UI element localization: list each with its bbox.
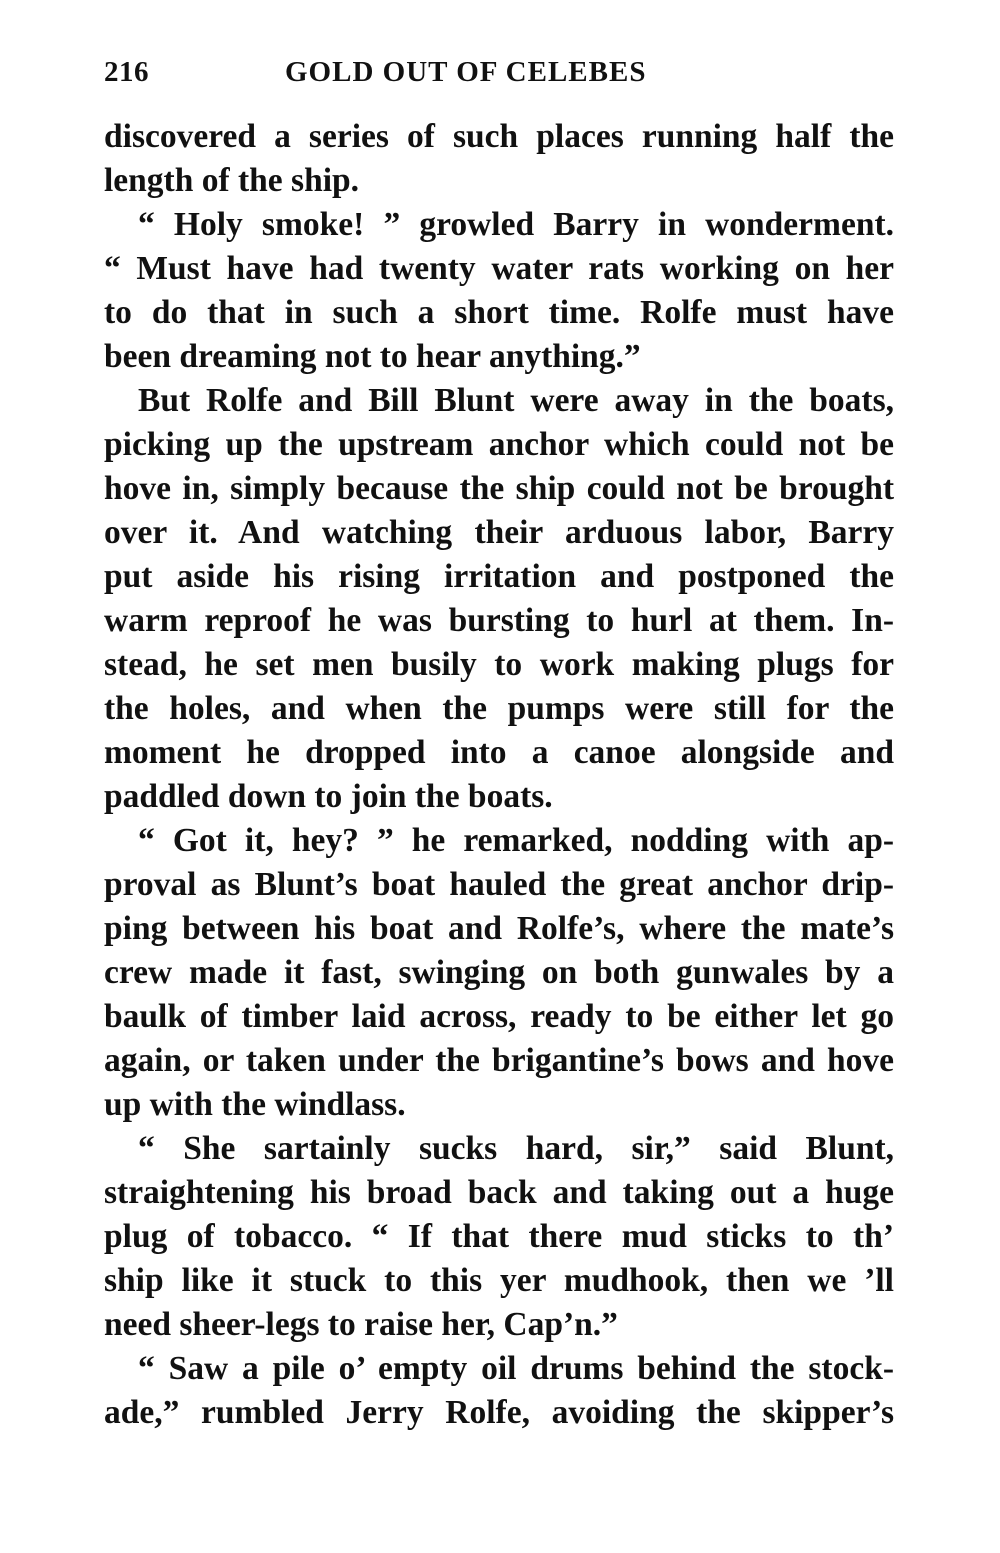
- text-line: the holes, and when the pumps were still for the: [104, 690, 894, 727]
- text-line: moment he dropped into a canoe alongside and: [104, 734, 894, 771]
- text-line: plug of tobacco. “ If that there mud sticks to th’: [104, 1218, 894, 1255]
- text-line: again, or taken under the brigantine’s bows and hove: [104, 1042, 894, 1079]
- running-title: GOLD OUT OF CELEBES: [285, 56, 647, 88]
- text-line: up with the windlass.: [104, 1086, 406, 1123]
- page-number: 216: [104, 56, 149, 88]
- text-line: “ Holy smoke! ” growled Barry in wonderment.: [138, 206, 894, 243]
- text-line: But Rolfe and Bill Blunt were away in the boats,: [138, 382, 894, 419]
- text-line: length of the ship.: [104, 162, 360, 199]
- text-line: need sheer-legs to raise her, Cap’n.”: [104, 1306, 618, 1343]
- page-header: [104, 50, 894, 94]
- text-line: to do that in such a short time. Rolfe must have: [104, 294, 894, 331]
- text-line: stead, he set men busily to work making plugs for: [104, 646, 894, 683]
- text-line: hove in, simply because the ship could not be brought: [104, 470, 894, 507]
- body-text: [104, 115, 894, 1435]
- text-line: “ She sartainly sucks hard, sir,” said Blunt,: [138, 1130, 894, 1167]
- text-line: baulk of timber laid across, ready to be either let go: [104, 998, 894, 1035]
- text-line: paddled down to join the boats.: [104, 778, 553, 815]
- text-line: ade,” rumbled Jerry Rolfe, avoiding the skipper’s: [104, 1394, 894, 1431]
- text-line: picking up the upstream anchor which could not be: [104, 426, 894, 463]
- text-line: proval as Blunt’s boat hauled the great anchor drip-: [104, 866, 894, 903]
- text-line: discovered a series of such places running half the: [104, 118, 894, 155]
- text-line: over it. And watching their arduous labor, Barry: [104, 514, 894, 551]
- text-line: ship like it stuck to this yer mudhook, then we ’ll: [104, 1262, 894, 1299]
- text-line: put aside his rising irritation and postponed the: [104, 558, 894, 595]
- text-line: “ Got it, hey? ” he remarked, nodding with ap-: [138, 822, 894, 859]
- text-line: straightening his broad back and taking out a huge: [104, 1174, 894, 1211]
- text-line: crew made it fast, swinging on both gunwales by a: [104, 954, 894, 991]
- text-line: “ Must have had twenty water rats working on her: [104, 250, 894, 287]
- text-line: “ Saw a pile o’ empty oil drums behind the stock-: [138, 1350, 894, 1387]
- text-line: been dreaming not to hear anything.”: [104, 338, 641, 375]
- text-line: ping between his boat and Rolfe’s, where the mate’s: [104, 910, 894, 947]
- text-line: warm reproof he was bursting to hurl at them. In-: [104, 602, 894, 639]
